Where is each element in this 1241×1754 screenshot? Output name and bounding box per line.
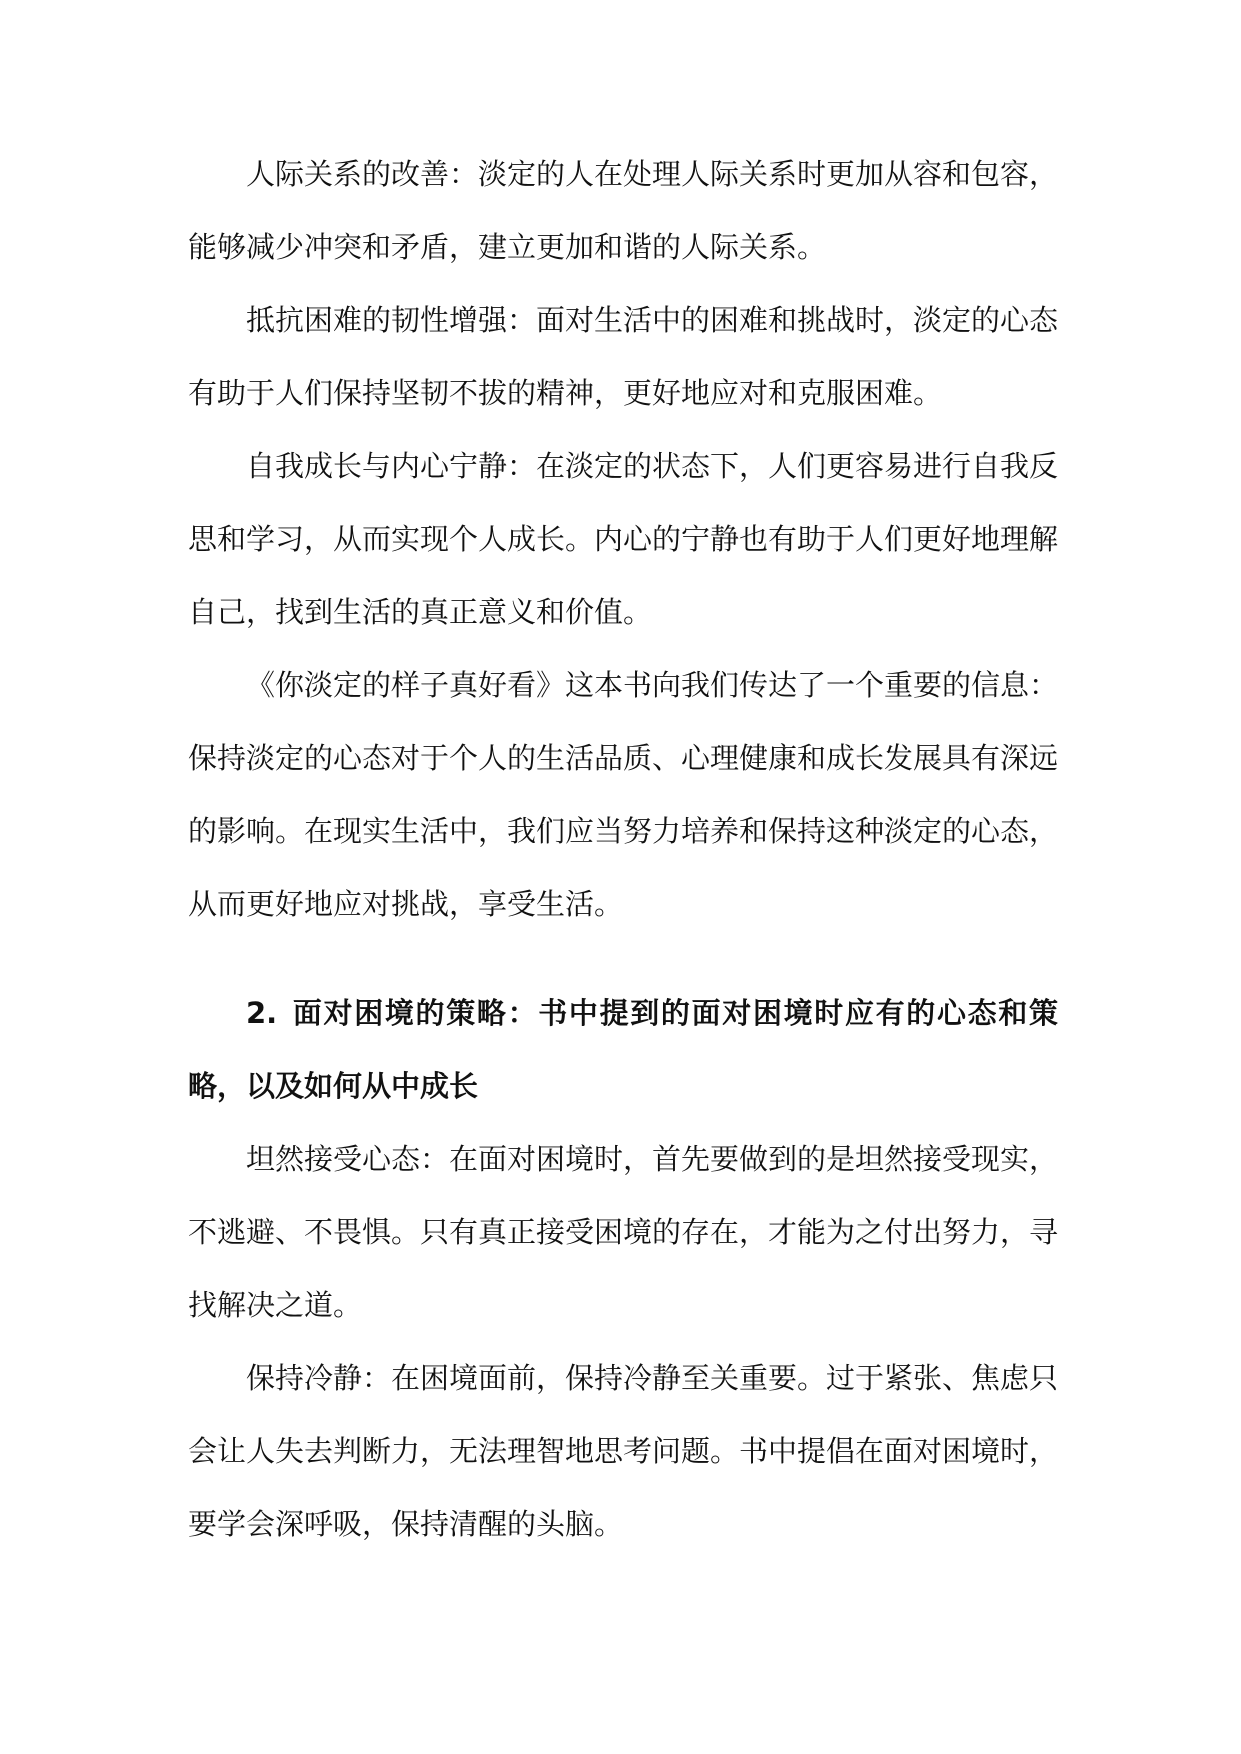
section-number: 2. [246, 996, 278, 1030]
paragraph-resilience: 抵抗困难的韧性增强：面对生活中的困难和挑战时，淡定的心态有助于人们保持坚韧不拔的精神，更好地应对和克服困难。 [188, 303, 1059, 410]
paragraph-interpersonal: 人际关系的改善：淡定的人在处理人际关系时更加从容和包容，能够减少冲突和矛盾，建立更加和谐的人际关系。 [188, 157, 1059, 264]
section-heading [188, 977, 1058, 1123]
paragraph-book-summary: 《你淡定的样子真好看》这本书向我们传达了一个重要的信息：保持淡定的心态对于个人的生活品质、心理健康和成长发展具有深远的影响。在现实生活中，我们应当努力培养和保持这种淡定的心态，从而更好地应对挑战，享受生活。 [188, 668, 1059, 921]
paragraph-acceptance: 坦然接受心态：在面对困境时，首先要做到的是坦然接受现实，不逃避、不畏惧。只有真正接受困境的存在，才能为之付出努力，寻找解决之道。 [188, 1142, 1059, 1322]
paragraph-stay-calm: 保持冷静：在困境面前，保持冷静至关重要。过于紧张、焦虑只会让人失去判断力，无法理智地思考问题。书中提倡在面对困境时，要学会深呼吸，保持清醒的头脑。 [188, 1361, 1059, 1541]
paragraph-self-growth: 自我成长与内心宁静：在淡定的状态下，人们更容易进行自我反思和学习，从而实现个人成长。内心的宁静也有助于人们更好地理解自己，找到生活的真正意义和价值。 [188, 449, 1059, 629]
page-body [188, 138, 1058, 1561]
section-title: 面对困境的策略：书中提到的面对困境时应有的心态和策略，以及如何从中成长 [188, 996, 1058, 1103]
